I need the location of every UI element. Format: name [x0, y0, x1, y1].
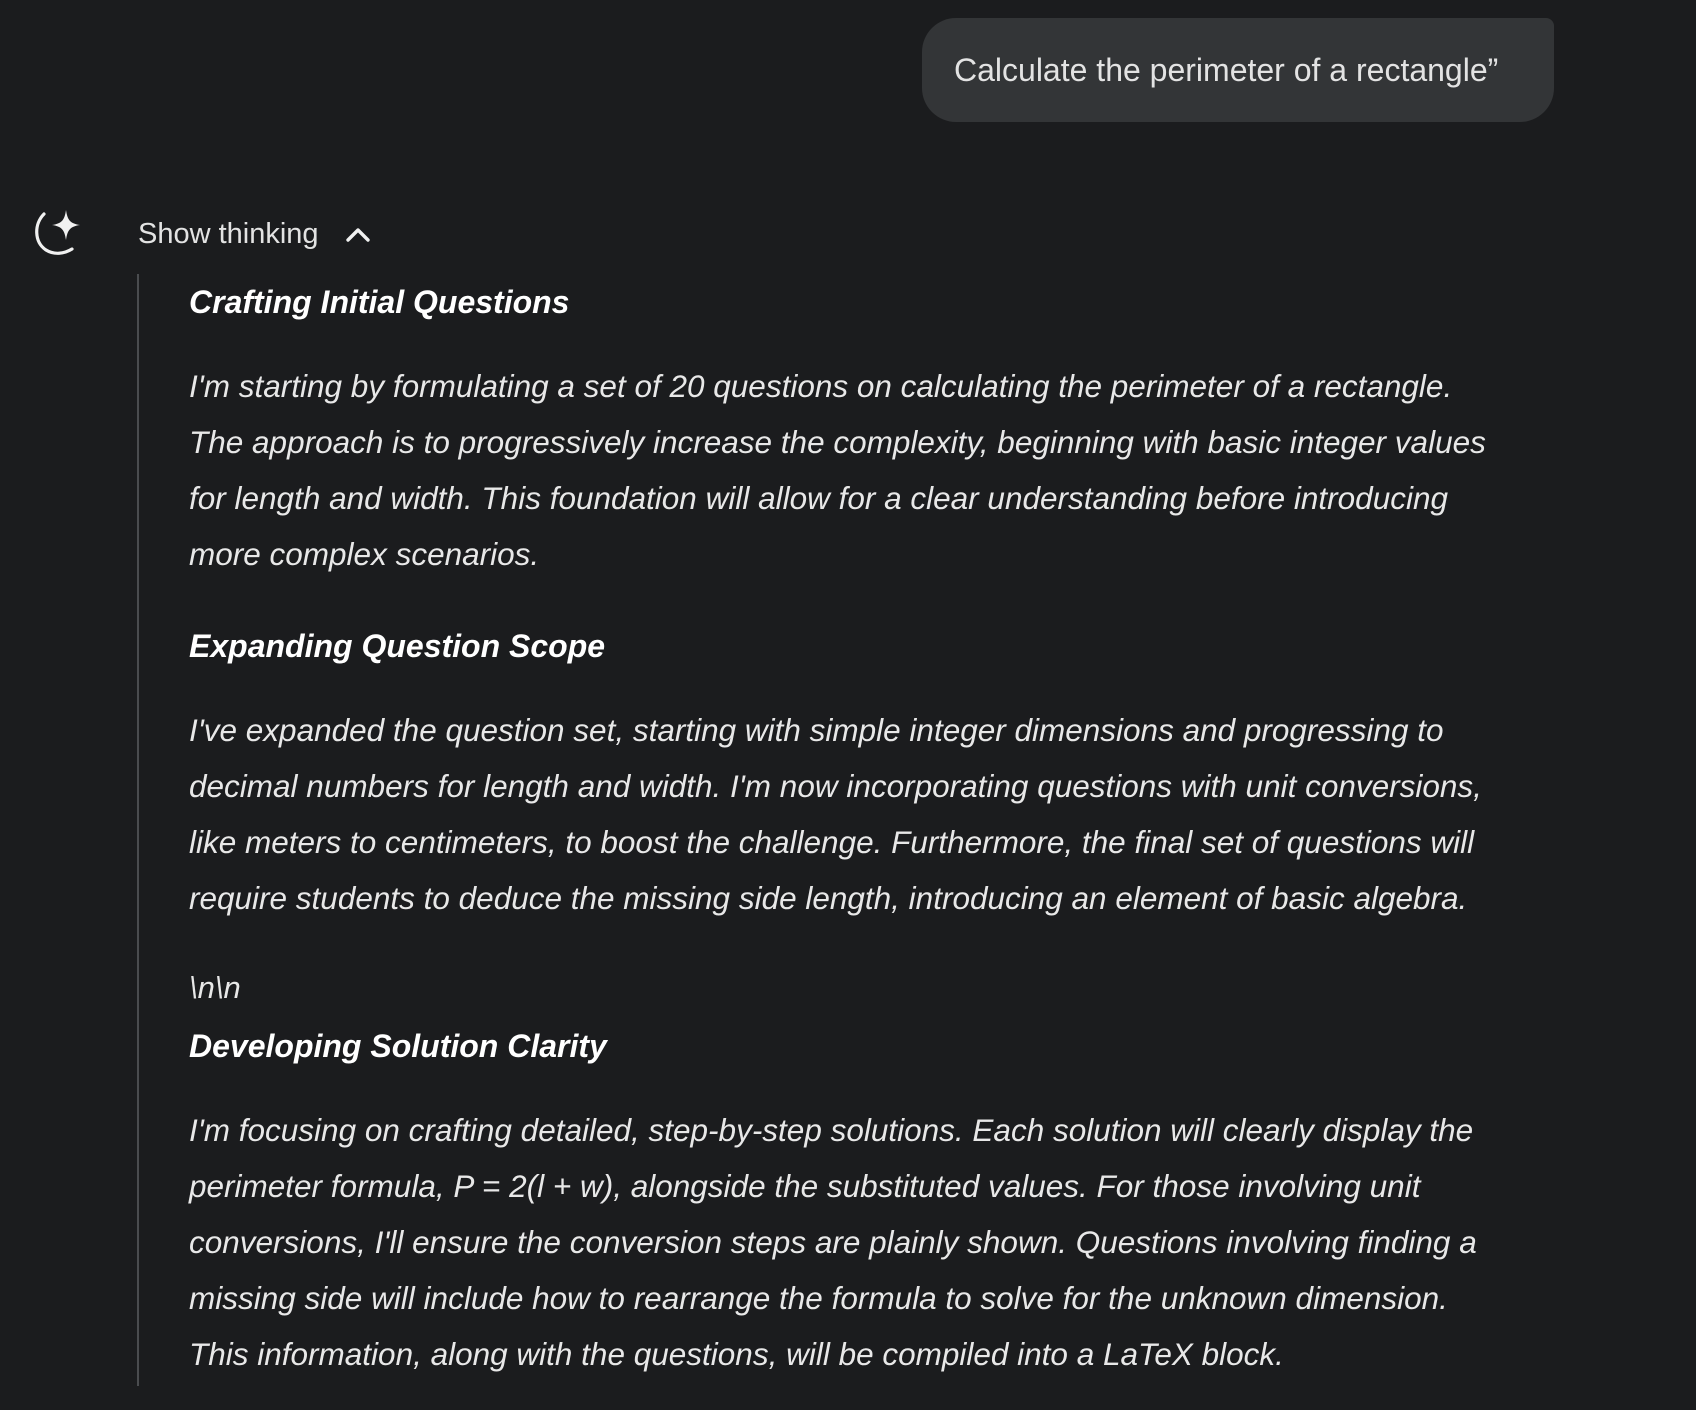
thought-line: for length and width. This foundation will allow for a clear understanding before introducing — [189, 480, 1449, 516]
chevron-up-icon — [345, 225, 371, 243]
thought-line: require students to deduce the missing side length, introducing an element of basic algebra. — [189, 880, 1468, 916]
thought-line: decimal numbers for length and width. I'm now incorporating questions with unit conversions, — [189, 768, 1482, 804]
thought-section — [189, 1026, 1557, 1382]
thought-title: Developing Solution Clarity — [189, 1028, 607, 1064]
thought-line: This information, along with the questions, will be compiled into a LaTeX block. — [189, 1336, 1284, 1372]
thought-line: like meters to centimeters, to boost the challenge. Furthermore, the final set of questions will — [189, 824, 1475, 860]
show-thinking-label: Show thinking — [138, 217, 319, 250]
thinking-panel — [137, 274, 1557, 1386]
show-thinking-toggle[interactable] — [138, 212, 371, 256]
newline-separator-text: \n\n — [189, 970, 241, 1005]
thought-section — [189, 626, 1557, 926]
thought-line: more complex scenarios. — [189, 536, 540, 572]
thought-line: I've expanded the question set, starting with simple integer dimensions and progressing to — [189, 712, 1444, 748]
user-message-text: Calculate the perimeter of a rectangle” — [954, 51, 1499, 88]
thought-line: missing side will include how to rearrange the formula to solve for the unknown dimension. — [189, 1280, 1448, 1316]
thought-line: I'm focusing on crafting detailed, step-by-step solutions. Each solution will clearly display the — [189, 1112, 1474, 1148]
thought-line: perimeter formula, P = 2(l + w), alongside the substituted values. For those involving unit — [189, 1168, 1421, 1204]
thought-title: Expanding Question Scope — [189, 628, 606, 664]
gemini-sparkle-icon — [30, 208, 90, 268]
thought-title: Crafting Initial Questions — [189, 284, 570, 320]
thought-section — [189, 282, 1557, 582]
thought-line: The approach is to progressively increase the complexity, beginning with basic integer values — [189, 424, 1486, 460]
user-message-bubble — [922, 18, 1554, 122]
thought-line: conversions, I'll ensure the conversion steps are plainly shown. Questions involving finding a — [189, 1224, 1477, 1260]
thought-line: I'm starting by formulating a set of 20 questions on calculating the perimeter of a rectangle. — [189, 368, 1453, 404]
